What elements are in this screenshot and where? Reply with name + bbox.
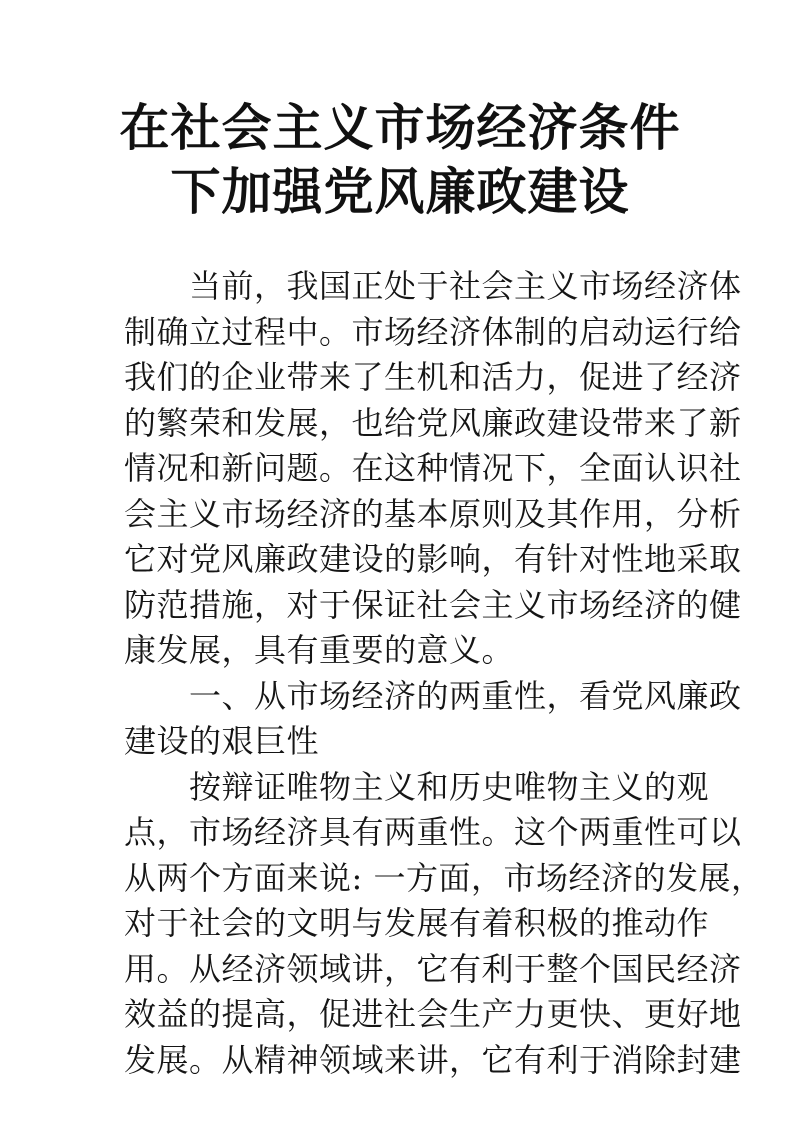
body-line: 情况和新问题。在这种情况下，全面认识社 xyxy=(124,449,742,487)
body-line: 它对党风廉政建设的影响，有针对性地采取 xyxy=(124,540,742,578)
title-line-2: 下加强党风廉政建设 xyxy=(170,162,630,221)
body-line: 点，市场经济具有两重性。这个两重性可以 xyxy=(124,813,742,851)
body-line: 按辩证唯物主义和历史唯物主义的观 xyxy=(124,767,710,806)
body-line: 会主义市场经济的基本原则及其作用，分析 xyxy=(124,494,742,533)
body-line: 效益的提高，促进社会生产力更快、更好地 xyxy=(124,995,742,1033)
document-title xyxy=(100,96,700,224)
section-heading-line: 一、从市场经济的两重性，看党风廉政 xyxy=(124,676,742,715)
body-line: 对于社会的文明与发展有着积极的推动作 xyxy=(124,904,710,942)
title-line-1: 在社会主义市场经济条件 xyxy=(119,98,681,157)
body-line: 我们的企业带来了生机和活力，促进了经济 xyxy=(124,358,742,396)
document-body xyxy=(124,264,764,1083)
body-line: 用。从经济领域讲，它有利于整个国民经济 xyxy=(124,949,742,988)
body-line: 的繁荣和发展，也给党风廉政建设带来了新 xyxy=(124,403,742,442)
body-line: 防范措施，对于保证社会主义市场经济的健 xyxy=(124,585,742,624)
body-line: 康发展，具有重要的意义。 xyxy=(124,631,515,669)
body-line: 制确立过程中。市场经济体制的启动运行给 xyxy=(124,312,742,351)
section-heading-line: 建设的艰巨性 xyxy=(124,722,320,760)
body-line: 当前，我国正处于社会主义市场经济体 xyxy=(124,267,742,305)
body-line: 发展。从精神领域来讲，它有利于消除封建 xyxy=(124,1040,742,1079)
body-line: 从两个方面来说: 一方面，市场经济的发展， xyxy=(124,858,764,897)
